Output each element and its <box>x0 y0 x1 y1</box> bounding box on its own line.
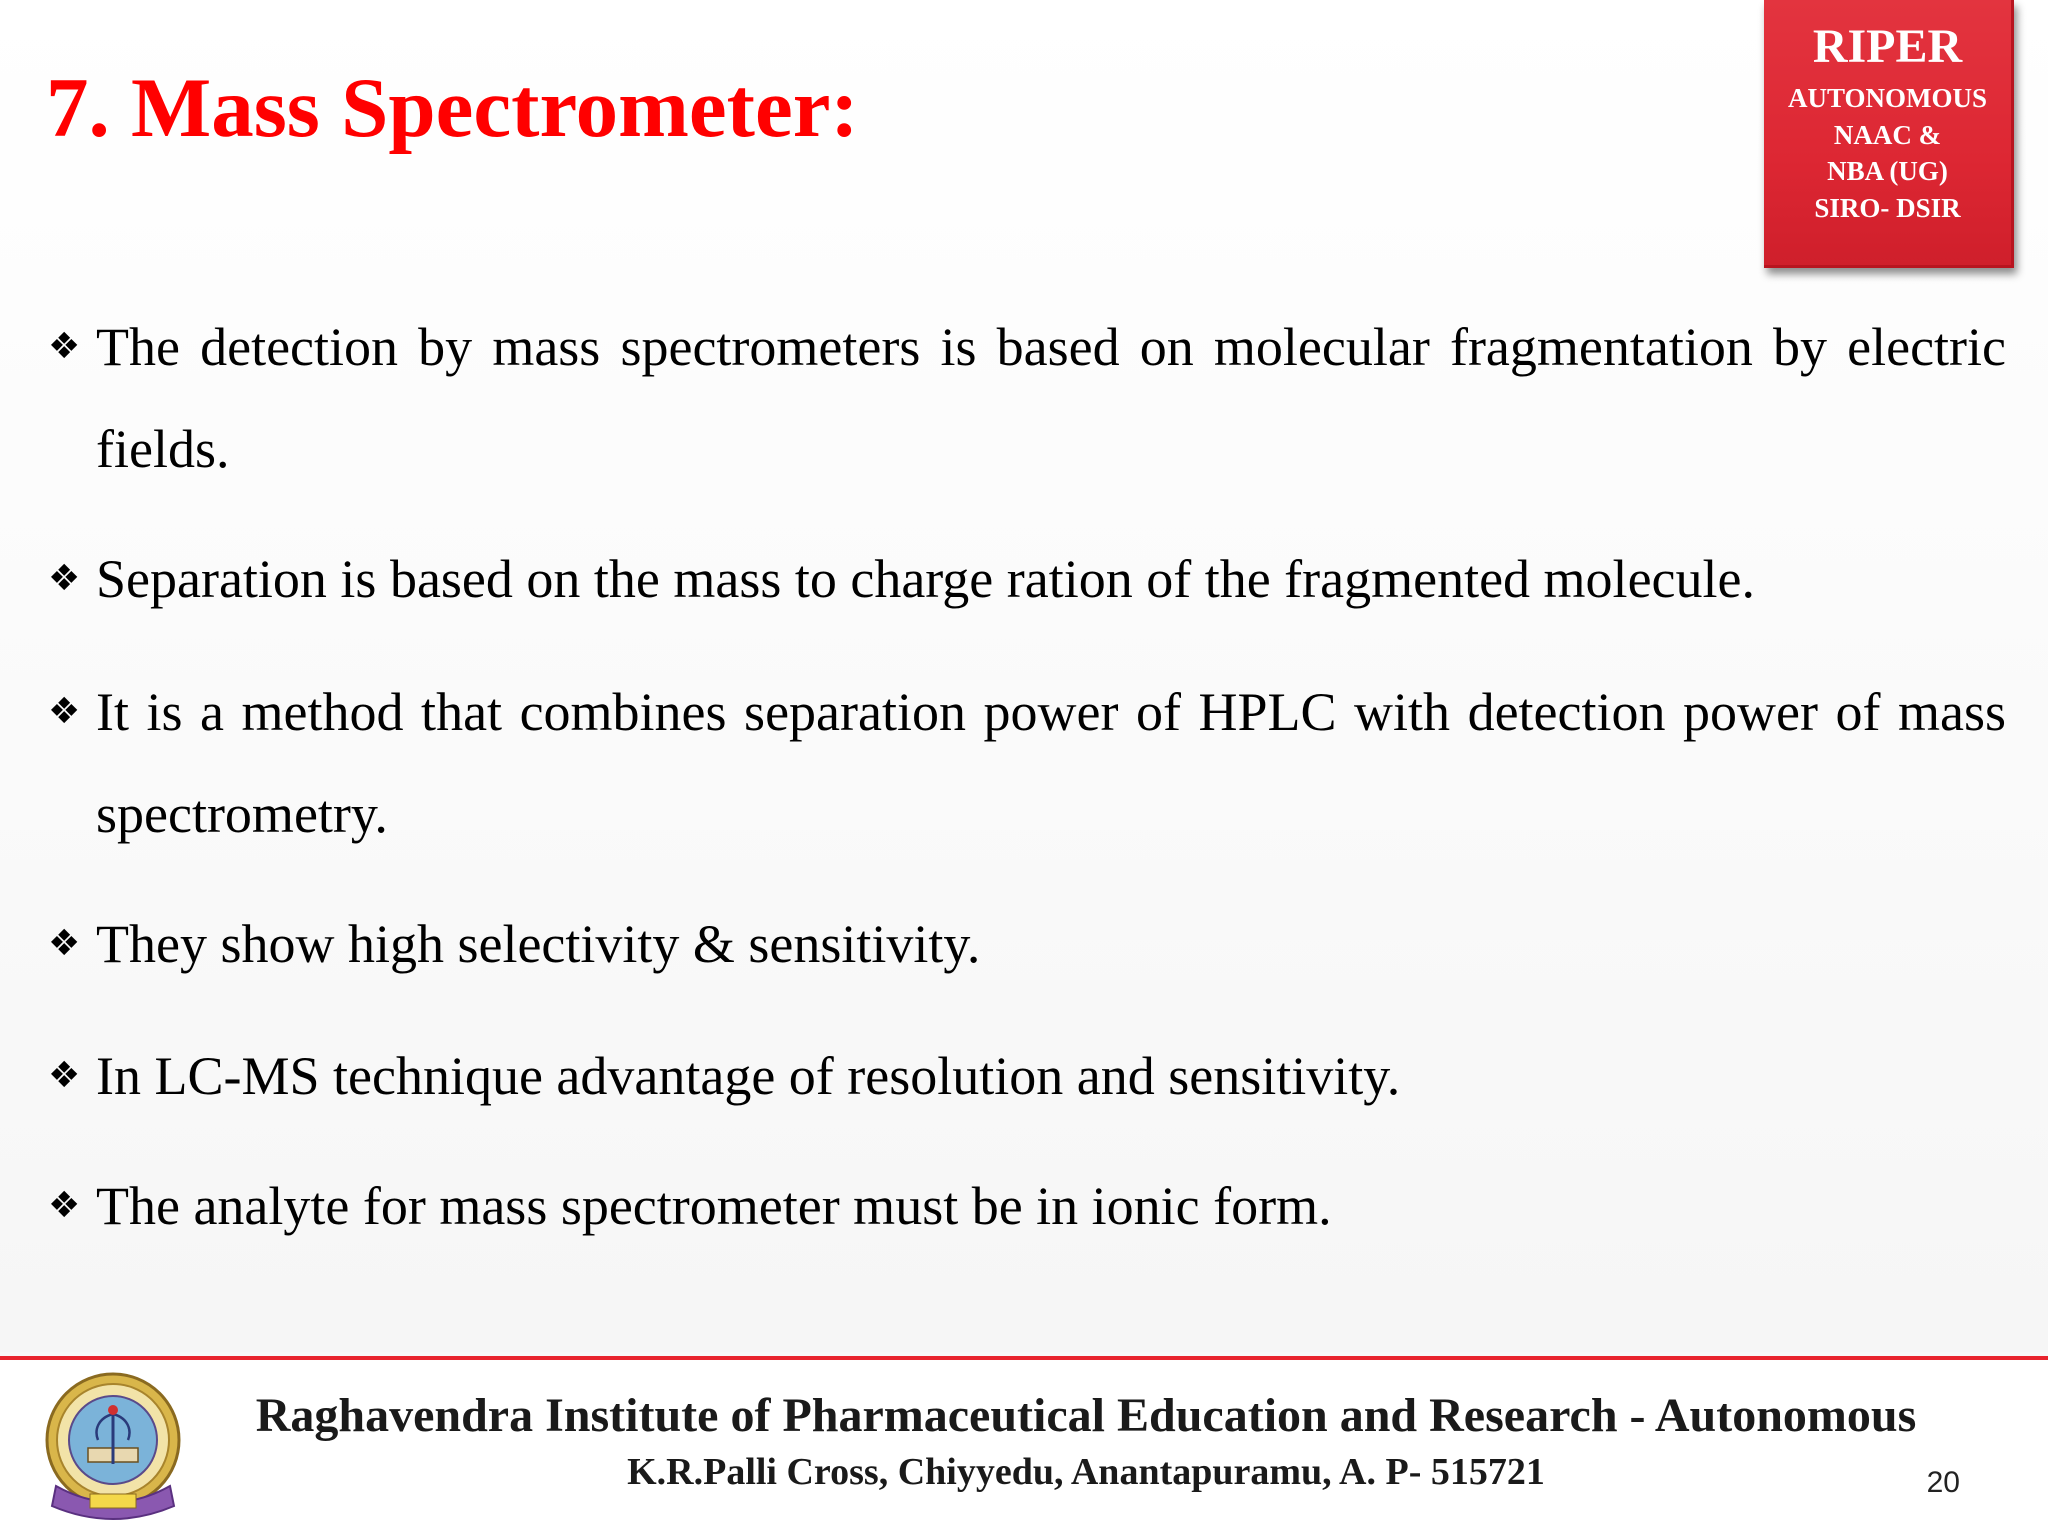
four-diamond-star-icon: ❖ <box>48 691 81 732</box>
footer <box>0 1360 2048 1536</box>
badge-line-nba: NBA (UG) <box>1827 156 1948 187</box>
bullet-text: They show high selectivity & sensitivity. <box>96 914 981 974</box>
riper-badge <box>1764 0 2014 268</box>
bullet-item <box>48 1155 2006 1257</box>
badge-line-autonomous: AUTONOMOUS <box>1787 83 1988 114</box>
bullet-item <box>48 893 2006 995</box>
footer-institute-name: Raghavendra Institute of Pharmaceutical Education and Research - Autonomous <box>255 1389 1917 1442</box>
bullet-text: The analyte for mass spectrometer must be in ionic form. <box>96 1176 1332 1236</box>
footer-address: K.R.Palli Cross, Chiyyedu, Anantapuramu, A. P- 515721 <box>627 1451 1545 1493</box>
bullet-item <box>48 296 2006 500</box>
slide-title: 7. Mass Spectrometer: <box>46 61 859 155</box>
page-number: 20 <box>1926 1466 1960 1499</box>
bullet-text: Separation is based on the mass to charge ration of the fragmented molecule. <box>96 549 1755 609</box>
four-diamond-star-icon: ❖ <box>48 558 81 599</box>
bullet-text: In LC-MS technique advantage of resolution and sensitivity. <box>96 1046 1401 1106</box>
four-diamond-star-icon: ❖ <box>48 1055 81 1096</box>
institute-seal-icon <box>38 1368 188 1526</box>
bullet-item <box>48 1025 2006 1127</box>
badge-title: RIPER <box>1812 20 1963 73</box>
bullet-item <box>48 528 2006 630</box>
four-diamond-star-icon: ❖ <box>48 326 81 367</box>
four-diamond-star-icon: ❖ <box>48 923 81 964</box>
bullet-text: The detection by mass spectrometers is based on molecular fragmentation by electric fields. <box>96 317 2006 479</box>
badge-line-siro: SIRO- DSIR <box>1814 192 1961 223</box>
badge-line-naac: NAAC & <box>1833 119 1942 150</box>
bullet-item <box>48 661 2006 865</box>
four-diamond-star-icon: ❖ <box>48 1185 81 1226</box>
bullet-text: It is a method that combines separation power of HPLC with detection power of mass spectrometry. <box>96 682 2006 844</box>
